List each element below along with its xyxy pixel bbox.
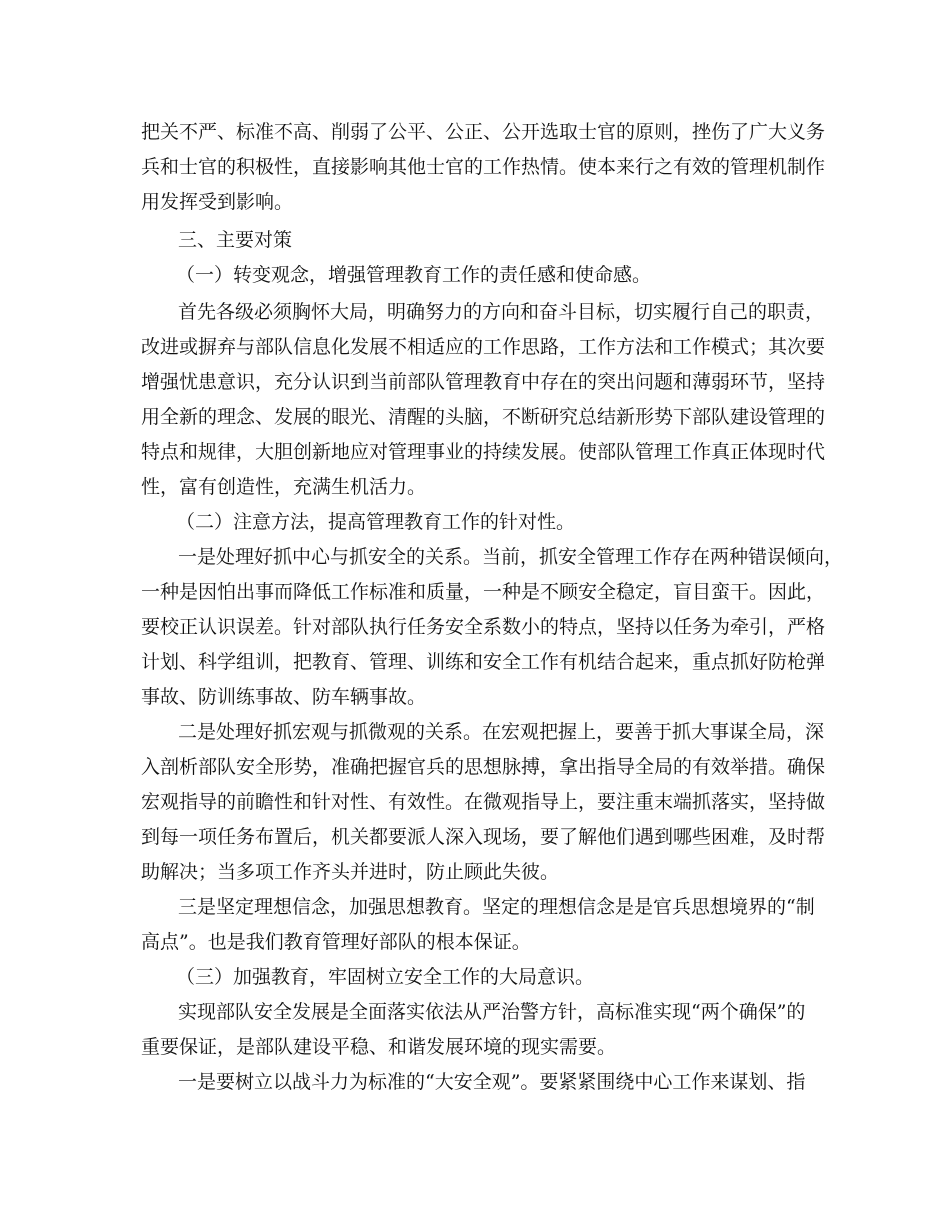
text-line: 兵和士官的积极性，直接影响其他士官的工作热情。使本来行之有效的管理机制作 <box>141 156 826 178</box>
text-line: 重要保证，是部队建设平稳、和谐发展环境的现实需要。 <box>141 1036 617 1058</box>
text-line: 三是坚定理想信念，加强思想教育。坚定的理想信念是是官兵思想境界的“制 <box>178 896 815 918</box>
subsection-heading: （二）注意方法，提高管理教育工作的针对性。 <box>176 511 576 533</box>
section-heading: 三、主要对策 <box>178 229 293 251</box>
text-line: 实现部队安全发展是全面落实依法从严治警方针，高标准实现“两个确保”的 <box>178 1001 806 1023</box>
text-line: 事故、防训练事故、防车辆事故。 <box>141 686 427 708</box>
text-line: 一是处理好抓中心与抓安全的关系。当前，抓安全管理工作存在两种错误倾向， <box>178 546 844 568</box>
text-line: 二是处理好抓宏观与抓微观的关系。在宏观把握上，要善于抓大事谋全局，深 <box>178 721 825 743</box>
text-line: 特点和规律，大胆创新地应对管理事业的持续发展。使部队管理工作真正体现时代 <box>141 441 826 463</box>
subsection-heading: （一）转变观念，增强管理教育工作的责任感和使命感。 <box>176 264 652 286</box>
text-line: 改进或摒弃与部队信息化发展不相适应的工作思路，工作方法和工作模式；其次要 <box>141 336 826 358</box>
subsection-heading: （三）加强教育，牢固树立安全工作的大局意识。 <box>176 966 595 988</box>
text-line: 宏观指导的前瞻性和针对性、有效性。在微观指导上，要注重末端抓落实，坚持做 <box>141 791 826 813</box>
text-line: 性，富有创造性，充满生机活力。 <box>141 476 427 498</box>
text-line: 助解决；当多项工作齐头并进时，防止顾此失彼。 <box>141 861 560 883</box>
text-line: 把关不严、标准不高、削弱了公平、公正、公开选取士官的原则，挫伤了广大义务 <box>141 121 826 143</box>
text-line: 一种是因怕出事而降低工作标准和质量，一种是不顾安全稳定，盲目蛮干。因此， <box>141 581 826 603</box>
text-line: 用全新的理念、发展的眼光、清醒的头脑，不断研究总结新形势下部队建设管理的 <box>141 406 826 428</box>
text-line: 计划、科学组训，把教育、管理、训练和安全工作有机结合起来，重点抓好防枪弹 <box>141 651 826 673</box>
text-line: 到每一项任务布置后，机关都要派人深入现场，要了解他们遇到哪些困难，及时帮 <box>141 826 826 848</box>
text-line: 高点”。也是我们教育管理好部队的根本保证。 <box>141 931 531 953</box>
text-line: 首先各级必须胸怀大局，明确努力的方向和奋斗目标，切实履行自己的职责， <box>178 301 825 323</box>
text-line: 用发挥受到影响。 <box>141 191 294 213</box>
text-line: 要校正认识误差。针对部队执行任务安全系数小的特点，坚持以任务为牵引，严格 <box>141 616 826 638</box>
text-line: 增强忧患意识，充分认识到当前部队管理教育中存在的突出问题和薄弱环节，坚持 <box>141 371 826 393</box>
text-line: 入剖析部队安全形势，准确把握官兵的思想脉搏，拿出指导全局的有效举措。确保 <box>141 756 826 778</box>
text-line: 一是要树立以战斗力为标准的“大安全观”。要紧紧围绕中心工作来谋划、指 <box>178 1071 806 1093</box>
